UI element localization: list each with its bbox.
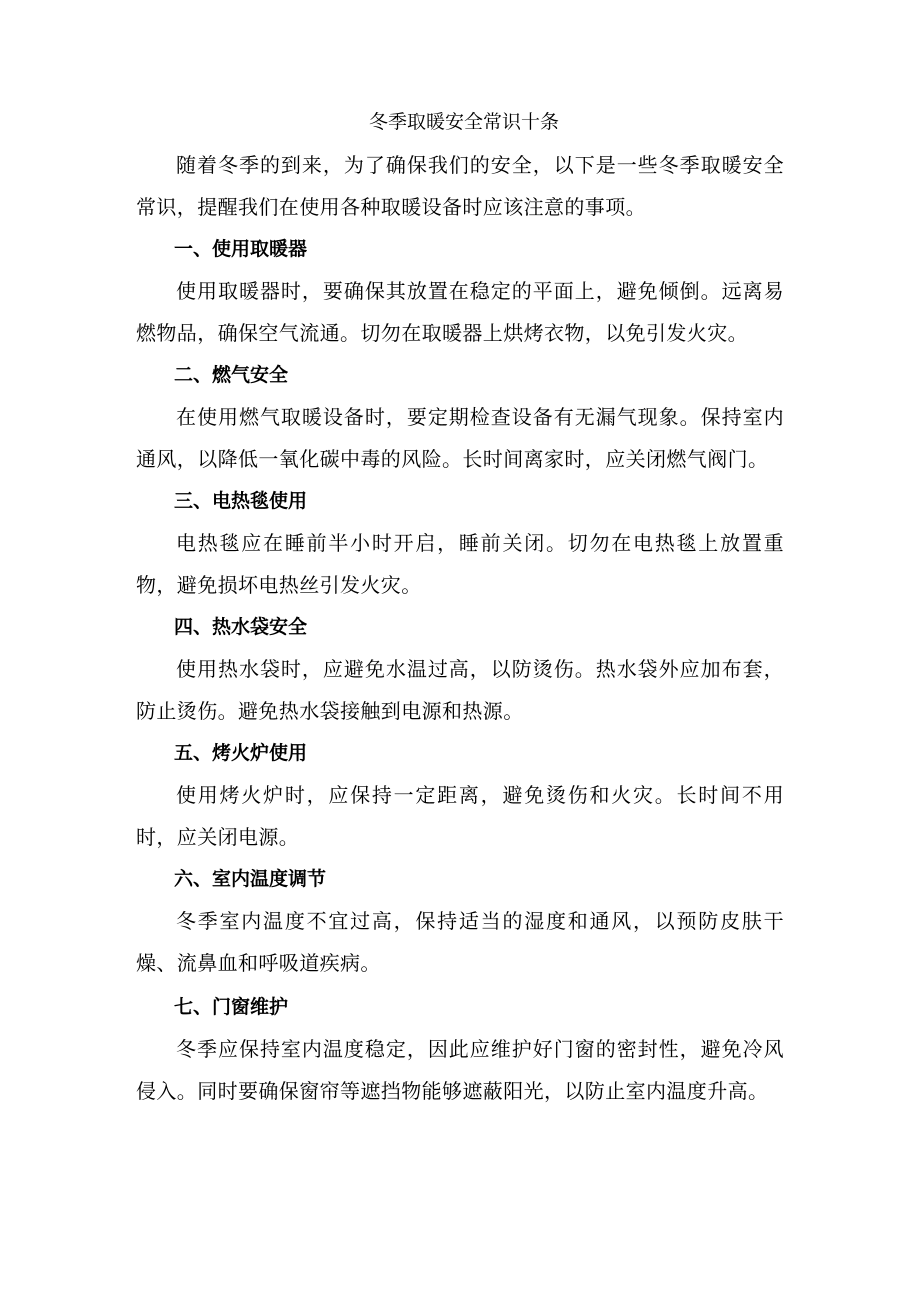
section-5 xyxy=(136,732,784,858)
section-body: 使用热水袋时，应避免水温过高，以防烫伤。热水袋外应加布套，防止烫伤。避免热水袋接触到电源和热源。 xyxy=(136,657,784,723)
section-body: 冬季应保持室内温度稳定，因此应维护好门窗的密封性，避免冷风侵入。同时要确保窗帘等遮挡物能够遮蔽阳光，以防止室内温度升高。 xyxy=(136,1037,784,1103)
section-7 xyxy=(136,986,784,1112)
intro-paragraph: 随着冬季的到来，为了确保我们的安全，以下是一些冬季取暖安全常识，提醒我们在使用各种取暖设备时应该注意的事项。 xyxy=(136,153,784,219)
section-heading: 二、燃气安全 xyxy=(174,364,289,386)
document-page xyxy=(136,100,784,1112)
section-heading: 六、室内温度调节 xyxy=(174,868,327,890)
section-heading: 四、热水袋安全 xyxy=(174,616,308,638)
section-body: 冬季室内温度不宜过高，保持适当的湿度和通风，以预防皮肤干燥、流鼻血和呼吸道疾病。 xyxy=(136,909,784,975)
section-heading: 五、烤火炉使用 xyxy=(174,742,308,764)
section-heading: 一、使用取暖器 xyxy=(174,238,308,260)
section-body: 使用取暖器时，要确保其放置在稳定的平面上，避免倾倒。远离易燃物品，确保空气流通。切勿在取暖器上烘烤衣物，以免引发火灾。 xyxy=(136,279,784,345)
section-4 xyxy=(136,606,784,732)
section-1 xyxy=(136,228,784,354)
section-heading: 三、电热毯使用 xyxy=(174,490,308,512)
section-6 xyxy=(136,858,784,984)
document-title: 冬季取暖安全常识十条 xyxy=(368,111,559,133)
section-body: 在使用燃气取暖设备时，要定期检查设备有无漏气现象。保持室内通风，以降低一氧化碳中毒的风险。长时间离家时，应关闭燃气阀门。 xyxy=(136,405,784,471)
section-body: 电热毯应在睡前半小时开启，睡前关闭。切勿在电热毯上放置重物，避免损坏电热丝引发火灾。 xyxy=(136,531,784,597)
section-body: 使用烤火炉时，应保持一定距离，避免烫伤和火灾。长时间不用时，应关闭电源。 xyxy=(136,783,784,849)
section-3 xyxy=(136,480,784,606)
section-heading: 七、门窗维护 xyxy=(174,996,289,1018)
section-2 xyxy=(136,354,784,480)
